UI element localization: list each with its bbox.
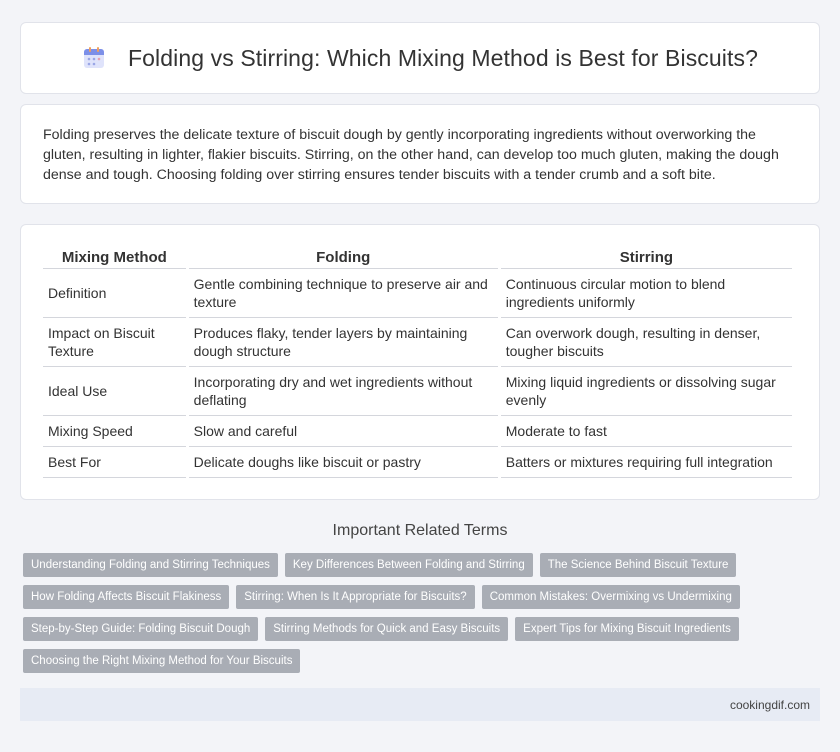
- table-cell: Continuous circular motion to blend ingredients uniformly: [501, 269, 792, 318]
- table-cell: Mixing liquid ingredients or dissolving sugar evenly: [501, 367, 792, 416]
- table-cell: Gentle combining technique to preserve air and texture: [189, 269, 498, 318]
- table-cell: Ideal Use: [43, 367, 186, 416]
- table-cell: Delicate doughs like biscuit or pastry: [189, 447, 498, 478]
- column-header-mixing-method: Mixing Method: [43, 245, 186, 269]
- table-row: [43, 367, 792, 416]
- table-cell: Impact on Biscuit Texture: [43, 318, 186, 367]
- table-row: [43, 416, 792, 447]
- table-row: [43, 269, 792, 318]
- header-card: [20, 22, 820, 94]
- related-terms-tags: [23, 553, 813, 681]
- related-tag[interactable]: Step-by-Step Guide: Folding Biscuit Dough: [23, 617, 258, 641]
- table-row: [43, 447, 792, 478]
- comparison-card: [20, 224, 820, 500]
- related-terms-heading: Important Related Terms: [332, 522, 508, 539]
- header: [82, 45, 758, 72]
- table-row: [43, 318, 792, 367]
- table-cell: Mixing Speed: [43, 416, 186, 447]
- table-cell: Can overwork dough, resulting in denser, tougher biscuits: [501, 318, 792, 367]
- related-tag[interactable]: Key Differences Between Folding and Stirring: [285, 553, 533, 577]
- related-tag[interactable]: How Folding Affects Biscuit Flakiness: [23, 585, 229, 609]
- related-tag[interactable]: Stirring: When Is It Appropriate for Biscuits?: [236, 585, 474, 609]
- calendar-icon: [82, 46, 106, 70]
- intro-paragraph: Folding preserves the delicate texture of biscuit dough by gently incorporating ingredients without overworking the gluten, resulting in lighter, flakier biscuits. Stirring, on the other hand, can develop too much gluten, making the dough dense and tough. Choosing folding over stirring ensures tender biscuits with a tender crumb and a soft bite.: [43, 127, 779, 183]
- page-title: Folding vs Stirring: Which Mixing Method is Best for Biscuits?: [128, 44, 758, 71]
- column-header-stirring: Stirring: [501, 245, 792, 269]
- related-tag[interactable]: Understanding Folding and Stirring Techniques: [23, 553, 278, 577]
- table-header-row: [43, 245, 792, 269]
- footer-site-link[interactable]: cookingdif.com: [729, 697, 810, 712]
- table-cell: Batters or mixtures requiring full integration: [501, 447, 792, 478]
- table-cell: Produces flaky, tender layers by maintaining dough structure: [189, 318, 498, 367]
- related-tag[interactable]: Expert Tips for Mixing Biscuit Ingredients: [515, 617, 739, 641]
- column-header-folding: Folding: [189, 245, 498, 269]
- table-cell: Incorporating dry and wet ingredients without deflating: [189, 367, 498, 416]
- related-tag[interactable]: Choosing the Right Mixing Method for Your Biscuits: [23, 649, 300, 673]
- comparison-table: [40, 245, 795, 478]
- table-cell: Moderate to fast: [501, 416, 792, 447]
- table-cell: Definition: [43, 269, 186, 318]
- table-cell: Best For: [43, 447, 186, 478]
- related-tag[interactable]: Stirring Methods for Quick and Easy Biscuits: [265, 617, 508, 641]
- footer: [20, 688, 820, 721]
- related-tag[interactable]: Common Mistakes: Overmixing vs Undermixing: [482, 585, 740, 609]
- intro-card: [20, 104, 820, 204]
- related-tag[interactable]: The Science Behind Biscuit Texture: [540, 553, 737, 577]
- table-cell: Slow and careful: [189, 416, 498, 447]
